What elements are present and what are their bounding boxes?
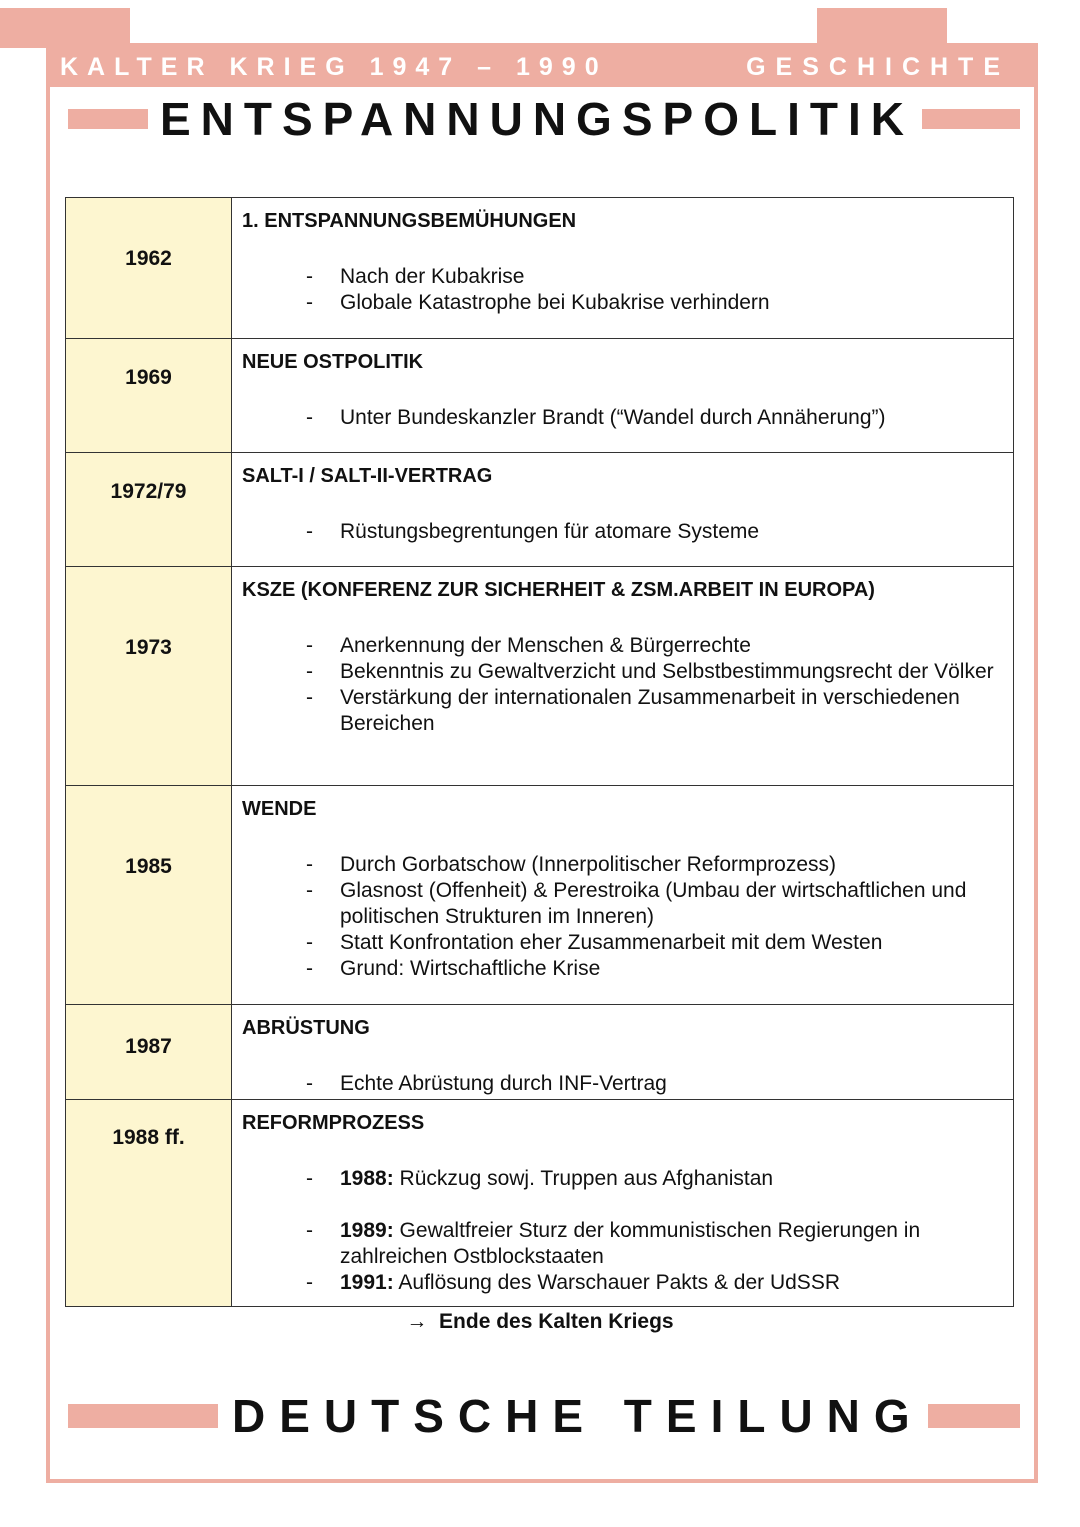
title-row — [68, 92, 1020, 146]
year-cell — [66, 567, 232, 786]
row-heading: ABRÜSTUNG — [242, 1017, 370, 1039]
content-cell — [232, 198, 1014, 339]
list-item: - Glasnost (Offenheit) & Perestroika (Umbau der wirtschaftlichen und politischen Strukturen im Inneren) — [242, 878, 1003, 930]
year-cell — [66, 1100, 232, 1307]
row-heading: WENDE — [242, 798, 317, 820]
decorative-tab-left — [0, 8, 130, 48]
next-topic-title: DEUTSCHE TEILUNG — [232, 1390, 924, 1442]
list-item: - Rüstungsbegrentungen für atomare Systeme — [242, 519, 1003, 545]
bullet-list — [242, 852, 1003, 982]
item-year: 1991: — [340, 1271, 394, 1294]
conclusion — [0, 1310, 1080, 1334]
list-item: - Durch Gorbatschow (Innerpolitischer Reformprozess) — [242, 852, 1003, 878]
list-item: - Grund: Wirtschaftliche Krise — [242, 956, 1003, 982]
list-item: - Anerkennung der Menschen & Bürgerrechte — [242, 633, 1003, 659]
item-text: Rückzug sowj. Truppen aus Afghanistan — [393, 1167, 774, 1190]
bullet-list — [242, 1166, 1003, 1296]
item-text: Auflösung des Warschauer Pakts & der UdSSR — [393, 1271, 840, 1294]
timeline-table — [65, 197, 1014, 1307]
table-row — [66, 453, 1014, 567]
table-row — [66, 198, 1014, 339]
content-cell — [232, 1005, 1014, 1100]
year-cell — [66, 198, 232, 339]
content-cell — [232, 786, 1014, 1005]
row-heading: KSZE (KONFERENZ ZUR SICHERHEIT & ZSM.ARBEIT IN EUROPA) — [242, 579, 875, 601]
list-item: - Globale Katastrophe bei Kubakrise verhindern — [242, 290, 1003, 316]
header-subject: GESCHICHTE — [746, 53, 1010, 81]
year-label: 1988 ff. — [112, 1126, 185, 1149]
list-item: - Bekenntnis zu Gewaltverzicht und Selbstbestimmungsrecht der Völker — [242, 659, 1003, 685]
list-item: - Unter Bundeskanzler Brandt (“Wandel durch Annäherung”) — [242, 405, 1003, 431]
list-item: - Statt Konfrontation eher Zusammenarbeit mit dem Westen — [242, 930, 1003, 956]
year-cell — [66, 1005, 232, 1100]
year-label: 1985 — [125, 855, 172, 878]
year-cell — [66, 786, 232, 1005]
content-cell — [232, 1100, 1014, 1307]
table-row — [66, 339, 1014, 453]
row-heading: 1. ENTSPANNUNGSBEMÜHUNGEN — [242, 210, 577, 232]
year-label: 1987 — [125, 1035, 172, 1058]
table-row — [66, 786, 1014, 1005]
year-label: 1973 — [125, 636, 172, 659]
content-cell — [232, 567, 1014, 786]
list-item — [242, 1166, 1003, 1192]
year-cell — [66, 339, 232, 453]
row-heading: REFORMPROZESS — [242, 1112, 425, 1134]
item-year: 1988: — [340, 1167, 394, 1190]
row-heading: NEUE OSTPOLITIK — [242, 351, 424, 373]
page-title: ENTSPANNUNGSPOLITIK — [160, 93, 914, 145]
header-topic: KALTER KRIEG 1947 – 1990 — [60, 53, 608, 81]
year-label: 1972/79 — [110, 479, 187, 503]
year-cell — [66, 453, 232, 567]
year-label: 1969 — [125, 365, 172, 389]
title-bar-right — [922, 109, 1020, 129]
footer-row — [68, 1386, 1020, 1446]
row-heading: SALT-I / SALT-II-VERTRAG — [242, 465, 493, 487]
content-cell — [232, 453, 1014, 567]
content-cell — [232, 339, 1014, 453]
bullet-list — [242, 405, 1003, 431]
bullet-list — [242, 633, 1003, 737]
footer-bar-right — [928, 1404, 1020, 1428]
list-item: - Nach der Kubakrise — [242, 264, 1003, 290]
conclusion-text: Ende des Kalten Kriegs — [439, 1310, 674, 1333]
table-row — [66, 567, 1014, 786]
item-text: Gewaltfreier Sturz der kommunistischen Regierungen in zahlreichen Ostblockstaaten — [340, 1219, 921, 1268]
year-label: 1962 — [125, 247, 172, 270]
list-item — [242, 1270, 1003, 1296]
bullet-list — [242, 1071, 1003, 1097]
table-row — [66, 1100, 1014, 1307]
arrow-right-icon: → — [406, 1310, 428, 1333]
item-year: 1989: — [340, 1219, 394, 1242]
list-item: - Verstärkung der internationalen Zusammenarbeit in verschiedenen Bereichen — [242, 685, 1003, 737]
list-item: - Echte Abrüstung durch INF-Vertrag — [242, 1071, 1003, 1097]
table-row — [66, 1005, 1014, 1100]
bullet-list — [242, 519, 1003, 545]
list-item — [242, 1218, 1003, 1270]
footer-bar-left — [68, 1404, 218, 1428]
bullet-list — [242, 264, 1003, 316]
title-bar-left — [68, 109, 148, 129]
decorative-tab-right — [817, 8, 947, 48]
